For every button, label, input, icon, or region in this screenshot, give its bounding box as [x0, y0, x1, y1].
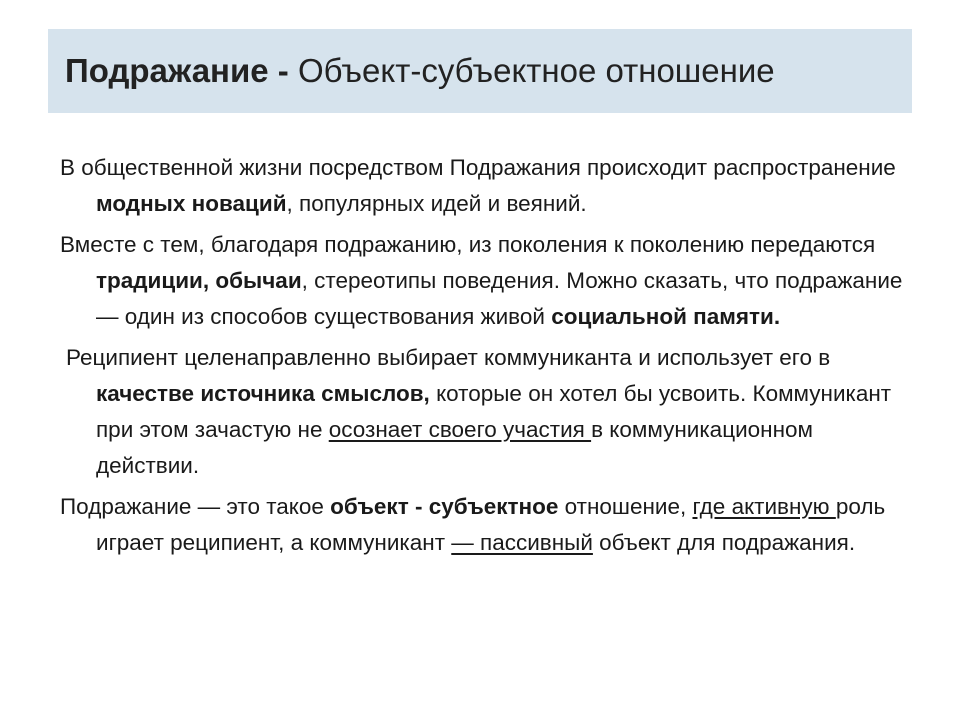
slide-title: [65, 52, 775, 90]
paragraph-fashion: [60, 150, 910, 222]
title-band: [48, 29, 912, 113]
paragraph-recipient: [60, 340, 910, 484]
p3-text-1: Реципиент целенаправленно выбирает коммуниканта и использует его в: [66, 345, 831, 370]
p4-text-2: отношение,: [558, 494, 693, 519]
p2-text-2: , стереотипы поведения. Можно сказать, что подражание — один из способов существования живой: [96, 268, 903, 329]
paragraph-definition: [60, 489, 910, 561]
p3-text-2: которые он хотел бы усвоить. Коммуникант при этом зачастую не: [96, 381, 892, 442]
title-bold: Подражание -: [65, 52, 289, 89]
p4-text-1: Подражание — это такое: [60, 494, 331, 519]
p1-text-1: В общественной жизни посредством Подражания происходит распространение: [60, 155, 896, 180]
p3-underline-1: осознает своего участия: [328, 417, 592, 442]
paragraph-traditions: [60, 227, 910, 335]
p2-text-1: Вместе с тем, благодаря подражанию, из поколения к поколению передаются: [60, 232, 876, 257]
slide-body: [60, 150, 910, 566]
p4-underline-1: где активную: [692, 494, 836, 519]
p1-text-2: , популярных идей и веяний.: [286, 191, 587, 216]
p1-bold-1: модных новаций: [96, 191, 287, 216]
p3-text-3: в коммуникационном действии.: [96, 417, 813, 478]
p4-text-4: объект для подражания.: [592, 530, 856, 555]
p4-text-3: роль играет реципиент, а коммуникант: [96, 494, 886, 555]
p2-bold-1: традиции, обычаи: [96, 268, 302, 293]
p3-bold-1: качестве источника смыслов,: [96, 381, 430, 406]
p4-bold-1: объект - субъектное: [330, 494, 559, 519]
p4-underline-2: — пассивный: [451, 530, 593, 555]
p2-bold-2: социальной памяти.: [551, 304, 781, 329]
title-rest: Объект-субъектное отношение: [288, 52, 775, 89]
